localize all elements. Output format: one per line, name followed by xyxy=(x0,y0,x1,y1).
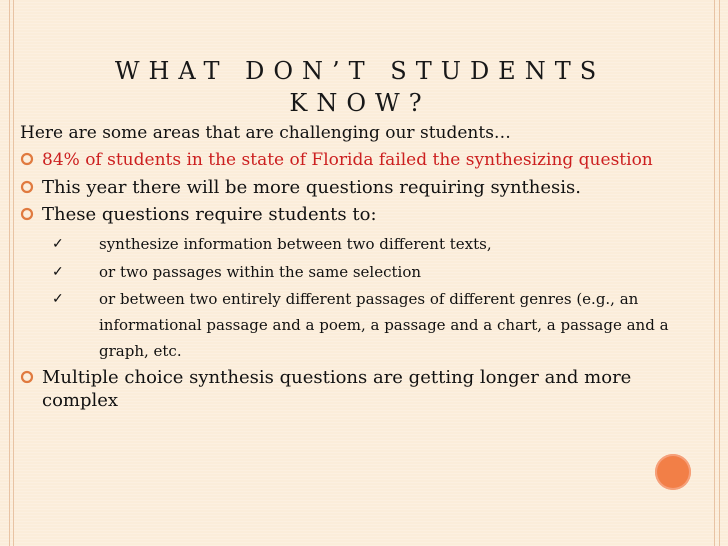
circle-bullet-icon xyxy=(20,370,34,384)
sub-bullet-item xyxy=(20,286,700,364)
border-line-left-inner xyxy=(13,0,14,546)
border-line-right-outer xyxy=(719,0,720,546)
bullet-item xyxy=(20,176,700,199)
check-mark-icon: ✓ xyxy=(52,236,64,252)
check-mark-icon: ✓ xyxy=(52,291,64,307)
circle-bullet-icon xyxy=(20,207,34,221)
border-line-left-outer xyxy=(9,0,10,546)
sub-bullet-item xyxy=(20,230,700,258)
bullet-item xyxy=(20,148,700,172)
sub-bullet-text: or between two entirely different passages of different genres (e.g., an informational passage and a poem, a passage and a chart, a passage and a graph, etc. xyxy=(99,290,669,360)
intro-text: Here are some areas that are challenging our students… xyxy=(20,123,511,143)
orange-circle-decoration xyxy=(655,454,691,490)
bullet-item xyxy=(20,203,700,226)
bullet-text: This year there will be more questions requiring synthesis. xyxy=(42,177,581,198)
bullet-text: These questions require students to: xyxy=(42,204,377,225)
sub-bullet-item xyxy=(20,258,700,286)
bullet-text: Multiple choice synthesis questions are getting longer and more complex xyxy=(42,367,632,411)
circle-bullet-icon xyxy=(20,180,34,194)
check-mark-icon: ✓ xyxy=(52,264,64,280)
circle-bullet-icon xyxy=(20,152,34,166)
slide-title: WHAT DON’T STUDENTS KNOW? xyxy=(114,57,606,117)
border-line-right-inner xyxy=(714,0,715,546)
bullet-text: 84% of students in the state of Florida failed the synthesizing question xyxy=(42,150,653,170)
sub-bullet-text: synthesize information between two different texts, xyxy=(99,235,492,253)
slide-content xyxy=(20,120,700,416)
bullet-item xyxy=(20,366,700,412)
sub-bullet-text: or two passages within the same selection xyxy=(99,263,422,281)
